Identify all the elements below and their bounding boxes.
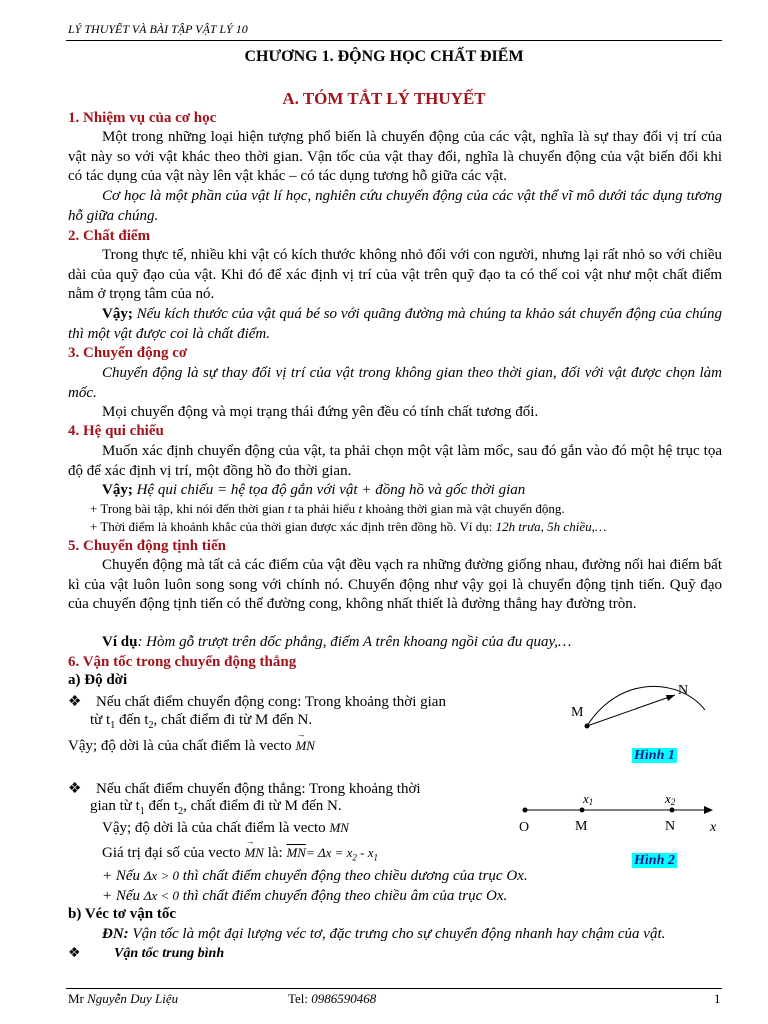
text: , chất điểm đi từ M đến N. [153, 712, 313, 728]
diamond-bullet-icon: ❖ [68, 694, 82, 710]
math-inline: Δx > 0 [143, 868, 179, 883]
text: Nếu chất điểm chuyển động thẳng: Trong khoảng thời [96, 781, 421, 797]
text: - x [356, 845, 374, 860]
subscript: 1 [373, 852, 379, 863]
neu-am [102, 888, 507, 905]
text: x [583, 791, 589, 806]
text: là: [263, 845, 287, 861]
vi-du-label: Ví dụ [102, 634, 138, 650]
text: , chất điểm đi từ M đến N. [183, 798, 342, 814]
axis-arrow-icon [704, 806, 713, 814]
vector-MN [295, 729, 315, 753]
label-M: M [575, 819, 588, 834]
paragraph-s1-1: Một trong những loại hiện tượng phổ biến là chuyển động của các vật, nghĩa là sự thay đổi vị trí của vật này so với vật khác theo thời gian. Vận tốc của vật thay đổi, nghĩa là chuyển động của vật biến đổi khi có tác dụng của vật này lên vật khác – có tác dụng tương hỗ giữa các vật. [68, 129, 722, 184]
diamond-bullet-icon: ❖ [68, 946, 81, 961]
subscript: 1 [139, 806, 145, 817]
label-N: N [678, 683, 689, 698]
heading-chat-diem: 2. Chất điểm [68, 228, 151, 244]
text: Vận tốc trung bình [114, 946, 225, 961]
text: Mr [68, 991, 88, 1006]
label-N: N [665, 819, 676, 834]
paragraph-s2-1: Trong thực tế, nhiều khi vật có kích thước không nhỏ đối với con người, nhưng lại rất nhỏ so với chiều dài của quỹ đạo của vật. Khi đó để xác định vị trí của vật trên quỹ đạo ta có thể coi vật như một chất điểm nằm ở trọng tâm của nó. [68, 247, 722, 302]
text: 0986590468 [311, 991, 377, 1006]
paragraph-s5-1: Chuyển động mà tất cả các điểm của vật đều vạch ra những đường giống nhau, đường nối hai điểm bất kì của vật luôn luôn song song với chính nó. Chuyển động như vậy gọi là chuyển động tịnh tiến. Quỹ đạo của chuyển động tịnh tiến có thể đường cong, không nhất thiết là đường thẳng hay đường tròn. [68, 557, 722, 612]
paragraph-s1-2: Cơ học là một phần của vật lí học, nghiên cứu chuyển động của các vật thể vĩ mô dưới tác dụng tương hỗ giữa chúng. [68, 188, 722, 224]
text: Vậy; độ dời là của chất điểm là vecto [102, 820, 330, 836]
caption: Hình 1 [634, 748, 675, 763]
text: Vậy; độ dời là của chất điểm là vecto [68, 738, 296, 754]
vay-do-doi-2 [102, 820, 349, 837]
footer-rule [66, 988, 722, 989]
bullet-straight-2 [90, 798, 342, 817]
label-O: O [519, 820, 530, 835]
point-N [670, 808, 675, 813]
text: + Nếu [102, 868, 144, 884]
paragraph-s5-2 [102, 634, 571, 651]
bullet-s4-2 [90, 519, 606, 535]
text: MN [244, 845, 264, 860]
subscript: 2 [148, 720, 154, 731]
text: gian từ t [90, 798, 140, 814]
caption: Hình 2 [634, 853, 675, 868]
label-x: x [710, 820, 717, 835]
figure-2 [515, 788, 725, 838]
bullet-straight-1 [68, 779, 421, 798]
vay-do-doi-1 [68, 729, 315, 755]
figure-2-caption [632, 851, 677, 869]
figure-1-caption [632, 746, 677, 764]
arrowhead-icon [666, 695, 675, 701]
neu-duong [102, 868, 528, 885]
bullet-s4-1 [90, 501, 565, 517]
vector-arrow-icon: → [296, 729, 306, 739]
subscript: 2 [670, 797, 676, 807]
gia-tri-dai-so [102, 836, 379, 863]
footer-phone [288, 991, 376, 1007]
vi-du-text: : Hòm gỗ trượt trên dốc phẳng, điểm A trên khoang ngồi của đu quay,… [137, 634, 572, 650]
text: từ t [90, 712, 111, 728]
paragraph-s3-2: Mọi chuyển động và mọi trạng thái đứng yên đều có tính chất tương đối. [102, 404, 539, 420]
text: Nguyễn Duy Liệu [87, 991, 179, 1006]
label-M: M [571, 705, 584, 720]
text: + Thời điểm là khoảnh khắc của thời gian được xác định trên đồng hồ. Ví dụ: [90, 519, 496, 534]
chapter-title: CHƯƠNG 1. ĐỘNG HỌC CHẤT ĐIỂM [244, 48, 524, 65]
section-title: A. TÓM TẮT LÝ THUYẾT [282, 89, 486, 108]
text: t [287, 501, 292, 516]
text: đến t [144, 798, 179, 814]
bullet-curved-1 [68, 692, 446, 711]
vay-label: Vậy; [102, 482, 133, 498]
text: thì chất điểm chuyển động theo chiều âm của trục Ox. [178, 888, 508, 904]
vector-MN: MN [329, 820, 349, 835]
subscript: 2 [352, 852, 357, 863]
vay-text: Hệ qui chiếu = hệ tọa độ gắn với vật + đồng hồ và gốc thời gian [132, 482, 526, 498]
subscript: 1 [588, 797, 594, 807]
vay-label: Vậy; [102, 306, 133, 322]
text: t [358, 501, 363, 516]
paragraph-s3-1: Chuyển động là sự thay đổi vị trí của vật trong không gian theo thời gian, đối với vật được chọn làm mốc. [68, 365, 722, 401]
subheading-do-doi: a) Độ dời [68, 672, 128, 688]
vector-MN [244, 836, 264, 860]
point-M [580, 808, 585, 813]
text: 12h trưa, 5h chiều,… [495, 519, 607, 534]
van-toc-trung-binh [68, 945, 224, 962]
text: x [665, 791, 671, 806]
math-rhs [305, 845, 379, 863]
vector-arrow-icon: → [245, 836, 255, 846]
paragraph-s4-2 [102, 482, 525, 499]
subscript: 2 [178, 806, 184, 817]
heading-he-qui-chieu: 4. Hệ qui chiếu [68, 423, 164, 439]
text: Nếu chất điểm chuyển động cong: Trong khoảng thời gian [96, 694, 446, 710]
heading-nhiem-vu: 1. Nhiệm vụ của cơ học [68, 110, 217, 126]
header-rule [66, 40, 722, 41]
heading-chuyen-dong-co: 3. Chuyển động cơ [68, 345, 188, 361]
text: khoảng thời gian mà vật chuyển động. [362, 501, 565, 516]
point-M [585, 724, 590, 729]
vay-text: Nếu kích thước của vật quá bé so với quãng đường mà chúng ta khảo sát chuyển động của chúng thì một vật được coi là chất điểm. [68, 306, 722, 342]
text: Vận tốc là một đại lượng véc tơ, đặc trưng cho sự chuyển động nhanh hay chậm của vật. [128, 926, 666, 942]
bullet-curved-2 [90, 712, 312, 731]
running-header: LÝ THUYẾT VÀ BÀI TẬP VẬT LÝ 10 [68, 22, 248, 36]
text: Tel: [288, 991, 312, 1006]
subheading-vec-to-van-toc: b) Véc tơ vận tốc [68, 906, 177, 922]
label-x1 [582, 791, 593, 807]
point-O [523, 808, 528, 813]
subscript: 1 [110, 720, 116, 731]
text: = Δx = x [305, 845, 353, 860]
text: Giá trị đại số của vecto [102, 845, 245, 861]
paragraph-s4-1: Muốn xác định chuyển động của vật, ta phải chọn một vật làm mốc, sau đó gắn vào đó một hệ trục tọa độ để xác định vị trí, một đồng hồ đo thời gian. [68, 443, 722, 479]
page-number: 1 [714, 991, 721, 1006]
diamond-bullet-icon: ❖ [68, 781, 82, 797]
heading-tinh-tien: 5. Chuyển động tịnh tiến [68, 538, 226, 554]
label-x2 [664, 791, 676, 807]
displacement-vector [587, 695, 675, 726]
footer-author [68, 991, 178, 1007]
heading-van-toc: 6. Vận tốc trong chuyển động thẳng [68, 654, 297, 670]
paragraph-s2-2 [68, 305, 722, 344]
definition-van-toc [102, 926, 665, 943]
text: MN [295, 738, 315, 753]
text: đến t [115, 712, 149, 728]
text: + Trong bài tập, khi nói đến thời gian [90, 501, 288, 516]
math-lhs: $\overline{MN}$ [286, 845, 306, 860]
dn-label: ĐN: [102, 926, 129, 942]
math-inline: Δx < 0 [143, 888, 179, 903]
text: + Nếu [102, 888, 144, 904]
text: ta phải hiểu [291, 501, 359, 516]
text: thì chất điểm chuyển động theo chiều dương của trục Ox. [178, 868, 528, 884]
